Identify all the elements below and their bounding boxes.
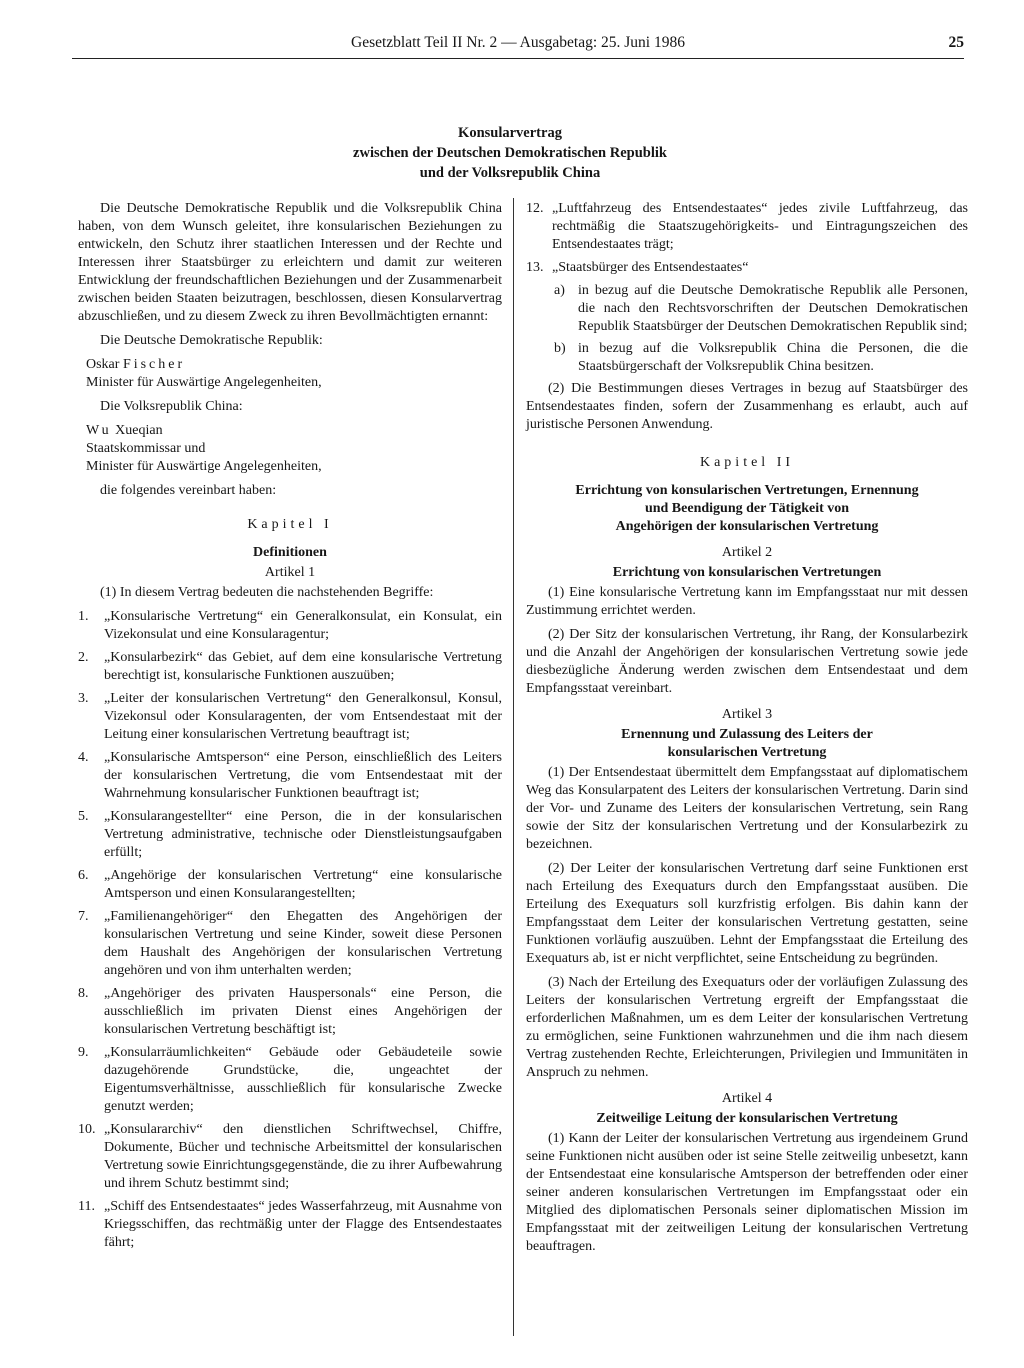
party2-name: Wu Xueqian — [86, 423, 163, 438]
title-line-1: Konsularvertrag — [458, 125, 562, 141]
party1-plenipotentiary — [86, 356, 502, 392]
list-item: 3. „Leiter der konsularischen Vertretung“ den Generalkonsul, Konsul, Vizekonsul oder Konsularagenten, der vom Entsendestaat mit der Leitung einer konsularischen Vertretung beauftragt ist; — [78, 691, 502, 742]
article-3-para-3: (3) Nach der Erteilung des Exequaturs oder der vorläufigen Zulassung des Leiters der konsularischen Vertretung ergreift der Empfangsstaat die erforderlichen Maßnahmen, um es dem Leiter der konsularischen Vertretung zu ermöglichen, seine Funktionen wahrzunehmen und die ihm nach diesem Vertrag zustehenden Rechte, Erleichterungen, Privilegien und Immunitäten in Anspruch zu nehmen. — [526, 975, 968, 1080]
chapter-2-label: Kapitel II — [699, 455, 795, 470]
list-item: 8. „Angehöriger des privaten Hauspersonals“ eine Person, die ausschließlich im privaten Dienst eines Angehörigen der konsularischen Vertretung beschäftigt ist; — [78, 986, 502, 1037]
article-4-heading: Zeitweilige Leitung der konsularischen Vertretung — [596, 1111, 898, 1126]
title-line-3: und der Volksrepublik China — [419, 165, 601, 181]
party2-intro: Die Volksrepublik China: — [100, 399, 243, 414]
preamble: Die Deutsche Demokratische Republik und die Volksrepublik China haben, von dem Wunsch geleitet, ihre konsularischen Beziehungen zu entwickeln, den Schutz ihrer staatlichen Interessen und der Rechte und Interessen ihrer Staatsbürger zu erleichtern und damit zur weiteren Entwicklung der freundschaftlichen Beziehungen und der Zusammenarbeit zwischen beiden Staaten beizutragen, beschlossen, diesen Konsularvertrag abzuschließen, und zu diesem Zweck zu ihren Bevollmächtigten ernannt: — [78, 201, 502, 324]
party2-role-1: Staatskommissar und — [86, 441, 206, 456]
list-item: 10. „Konsulararchiv“ den dienstlichen Schriftwechsel, Chiffre, Dokumente, Bücher und technische Arbeitsmittel der konsularischen Vertretung sowie Einrichtungsgegenstände, die zu ihrer Aufbewahrung und ihrem Schutz bestimmt sind; — [78, 1122, 502, 1191]
chapter-1-heading: Definitionen — [253, 545, 327, 560]
article-2-para-2: (2) Der Sitz der konsularischen Vertretung, ihr Rang, der Konsularbezirk und die Anzahl der Angehörigen der konsularischen Vertretung sowie jede diesbezügliche Änderung werden zwischen dem Entsendestaat und dem Empfangsstaat vereinbart. — [526, 627, 968, 696]
right-column — [526, 200, 968, 1262]
list-item: 9. „Konsularräumlichkeiten“ Gebäude oder Gebäudeteile sowie dazugehörende Grundstücke, die, ungeachtet der Eigentumsverhältnisse, ausschließlich für konsularische Zwecke genutzt werden; — [78, 1045, 502, 1114]
list-item: 13. „Staatsbürger des Entsendestaates“ — [526, 260, 749, 275]
title-line-2: zwischen der Deutschen Demokratischen Republik — [353, 145, 667, 161]
header-title: Gesetzblatt Teil II Nr. 2 — Ausgabetag: 25. Juni 1986 — [351, 34, 685, 51]
article-1-para-1: (1) In diesem Vertrag bedeuten die nachstehenden Begriffe: — [100, 585, 434, 600]
list-item: 11. „Schiff des Entsendestaates“ jedes Wasserfahrzeug, mit Ausnahme von Kriegsschiffen, das rechtmäßig unter der Flagge des Entsendestaates fährt; — [78, 1199, 503, 1250]
party1-role: Minister für Auswärtige Angelegenheiten, — [86, 375, 322, 390]
treaty-title — [250, 123, 770, 183]
list-item: 1. „Konsularische Vertretung“ ein Generalkonsulat, ein Konsulat, ein Vizekonsulat und eine Konsularagentur; — [78, 609, 502, 642]
party1-name: Oskar Fischer — [86, 357, 186, 372]
party2-plenipotentiary — [86, 422, 502, 476]
article-2-heading: Errichtung von konsularischen Vertretungen — [612, 565, 882, 580]
article-2-label: Artikel 2 — [721, 545, 773, 560]
article-3-para-1: (1) Der Entsendestaat übermittelt dem Empfangsstaat auf diplomatischem Weg das Konsularpatent des Leiters der konsularischen Vertretung. Darin sind der Vor- und Zuname des Leiters der konsularischen Vertretung, sein Rang sowie der Sitz der konsularischen Vertretung und der Konsularbezirk zu bezeichnen. — [526, 765, 968, 852]
article-1-para-2: (2) Die Bestimmungen dieses Vertrages in bezug auf Staatsbürger des Entsendestaates finden, sofern der Zusammenhang es erlaubt, auch auf juristische Personen Anwendung. — [526, 381, 968, 432]
definition-list — [78, 608, 502, 1252]
party1-intro: Die Deutsche Demokratische Republik: — [100, 333, 323, 348]
article-2-para-1: (1) Eine konsularische Vertretung kann im Empfangsstaat nur mit dessen Zustimmung errichtet werden. — [526, 585, 968, 618]
chapter-2-heading-2: und Beendigung der Tätigkeit von — [644, 501, 850, 516]
chapter-1-label: Kapitel I — [247, 517, 333, 532]
list-item: 5. „Konsularangestellter“ eine Person, die in der konsularischen Vertretung administrative, technische oder Dienstleistungsaufgaben erfüllt; — [78, 809, 502, 860]
chapter-2-heading-3: Angehörigen der konsularischen Vertretung — [615, 519, 879, 534]
page-header — [72, 34, 964, 59]
article-4-label: Artikel 4 — [721, 1091, 773, 1106]
sub-item-a: a) in bezug auf die Deutsche Demokratische Republik alle Personen, die nach den Rechtsvorschriften der Deutschen Demokratischen Republik Staatsbürger der Deutschen Demokratischen Republik sind; — [554, 283, 968, 334]
list-item: 7. „Familienangehöriger“ den Ehegatten des Angehörigen der konsularischen Vertretung und seine Kinder, soweit diese Personen dem Haushalt des Angehörigen der konsularischen Vertretung angehören und von ihm unterhalten werden; — [78, 909, 502, 978]
list-item: 2. „Konsularbezirk“ das Gebiet, auf dem eine konsularische Vertretung berechtigt ist, konsularische Funktionen auszuüben; — [78, 650, 502, 683]
article-3-para-2: (2) Der Leiter der konsularischen Vertretung darf seine Funktionen erst nach Erteilung des Exequaturs durch den Empfangsstaat ausüben. Die Erteilung des Exequaturs soll kurzfristig erfolgen. Bis dahin kann der Empfangsstaat dem Leiter der konsularischen Vertretung gestatten, seine Funktionen vorläufig auszuüben. Lehnt der Empfangsstaat die Erteilung des Exequaturs ab, ist er nicht verpflichtet, seine Entscheidung zu begründen. — [526, 861, 968, 966]
party2-role-2: Minister für Auswärtige Angelegenheiten, — [86, 459, 322, 474]
sub-item-b: b) in bezug auf die Volksrepublik China die Personen, die die Staatsbürgerschaft der Volksrepublik China besitzen. — [554, 341, 968, 374]
page-number: 25 — [948, 34, 964, 51]
left-column — [78, 200, 502, 1257]
definition-list-continued — [526, 200, 968, 376]
chapter-2-heading-1: Errichtung von konsularischen Vertretungen, Ernennung — [575, 483, 919, 498]
article-3-heading-2: konsularischen Vertretung — [667, 745, 827, 760]
article-1-label: Artikel 1 — [264, 565, 316, 580]
list-item: 4. „Konsularische Amtsperson“ eine Person, einschließlich des Leiters der konsularischen Vertretung, die vom Entsendestaat mit der Wahrnehmung konsularischer Funktionen beauftragt ist; — [78, 750, 502, 801]
list-item: 12. „Luftfahrzeug des Entsendestaates“ jedes zivile Luftfahrzeug, das rechtmäßig die Staatszugehörigkeits- und Eintragungszeichen des Entsendestaates trägt; — [526, 201, 968, 252]
article-3-heading-1: Ernennung und Zulassung des Leiters der — [621, 727, 873, 742]
column-divider — [513, 198, 514, 1336]
agreed-text: die folgendes vereinbart haben: — [100, 483, 277, 498]
list-item: 6. „Angehörige der konsularischen Vertretung“ eine konsularische Amtsperson und einen Konsularangestellten; — [78, 868, 502, 901]
article-4-para-1: (1) Kann der Leiter der konsularischen Vertretung aus irgendeinem Grund seine Funktionen nicht ausüben oder ist seine Stelle zeitweilig unbesetzt, kann der Entsendestaat eine konsularische Amtsperson der betreffenden oder einer seiner anderen konsularischen Vertretungen im Empfangsstaat oder ein Mitglied des diplomatischen Personals seiner diplomatischen Mission im Empfangsstaat mit der zeitweiligen Leitung der konsularischen Vertretung beauftragen. — [526, 1131, 968, 1254]
article-3-label: Artikel 3 — [721, 707, 773, 722]
